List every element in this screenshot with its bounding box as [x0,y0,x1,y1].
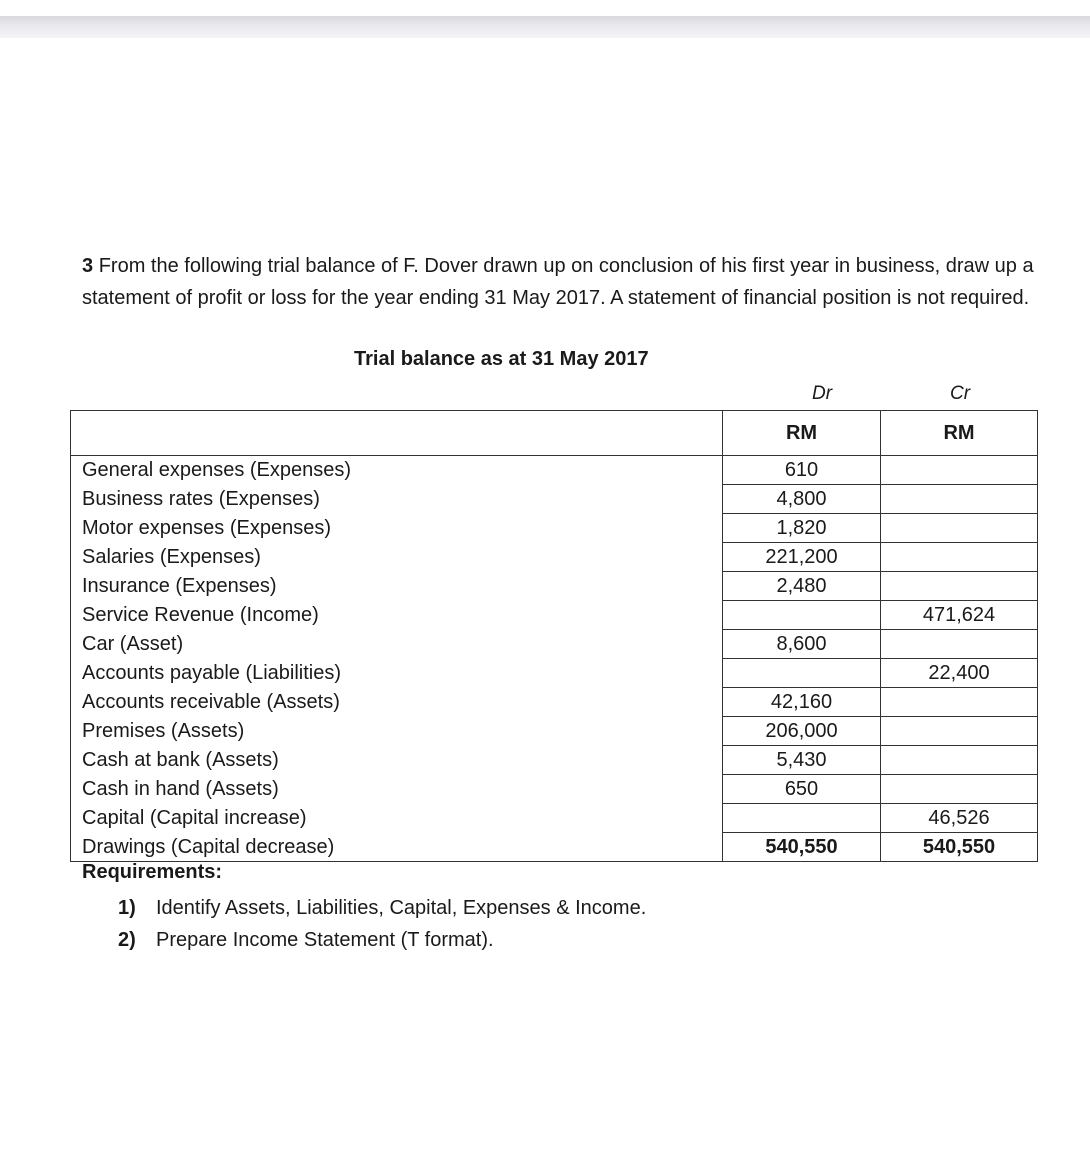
table-row [71,688,1038,717]
account-cell: Insurance (Expenses) [71,572,723,601]
account-cell: General expenses (Expenses) [71,456,723,485]
cr-cell [881,456,1038,485]
dr-cell [723,804,881,833]
dr-cell: 4,800 [723,485,881,514]
cr-cell [881,688,1038,717]
table-row [71,514,1038,543]
table-row [71,630,1038,659]
dr-cell: 42,160 [723,688,881,717]
table-row [71,572,1038,601]
account-cell: Accounts receivable (Assets) [71,688,723,717]
question-number: 3 [82,255,94,277]
question-text [82,250,1057,314]
cr-total-cell: 540,550 [881,833,1038,862]
dr-cell: 2,480 [723,572,881,601]
cr-cell [881,543,1038,572]
top-scroll-bar [0,16,1090,38]
list-item-number: 1) [118,897,136,919]
cr-cell [881,485,1038,514]
requirements-heading: Requirements: [82,861,223,883]
table-row-total [71,833,1038,862]
account-cell: Accounts payable (Liabilities) [71,659,723,688]
table-row [71,485,1038,514]
table-row [71,601,1038,630]
account-cell: Car (Asset) [71,630,723,659]
account-cell: Drawings (Capital decrease) [71,833,723,862]
dr-cell: 610 [723,456,881,485]
account-cell: Capital (Capital increase) [71,804,723,833]
list-item [118,892,646,924]
cr-cell: 22,400 [881,659,1038,688]
cr-cell: 46,526 [881,804,1038,833]
list-item [118,924,646,956]
dr-column-heading: Dr [812,383,833,404]
trial-balance-title: Trial balance as at 31 May 2017 [354,348,649,370]
account-header-cell [71,411,723,456]
dr-cell: 221,200 [723,543,881,572]
cr-cell [881,630,1038,659]
cr-currency-cell: RM [881,411,1038,456]
list-item-number: 2) [118,929,136,951]
account-cell: Motor expenses (Expenses) [71,514,723,543]
dr-cell: 8,600 [723,630,881,659]
table-row [71,543,1038,572]
cr-cell [881,717,1038,746]
cr-cell [881,746,1038,775]
dr-cell: 650 [723,775,881,804]
table-row [71,456,1038,485]
cr-cell [881,514,1038,543]
table-row [71,717,1038,746]
dr-cell: 206,000 [723,717,881,746]
account-cell: Cash at bank (Assets) [71,746,723,775]
list-item-text: Identify Assets, Liabilities, Capital, Expenses & Income. [156,897,647,919]
dr-cell [723,601,881,630]
account-cell: Premises (Assets) [71,717,723,746]
requirements-list [118,892,646,956]
table-row [71,804,1038,833]
table-header-row [71,411,1038,456]
cr-column-heading: Cr [950,383,971,404]
account-cell: Business rates (Expenses) [71,485,723,514]
dr-cell: 1,820 [723,514,881,543]
account-cell: Salaries (Expenses) [71,543,723,572]
dr-currency-cell: RM [723,411,881,456]
dr-cell: 5,430 [723,746,881,775]
account-cell: Cash in hand (Assets) [71,775,723,804]
trial-balance-table [70,410,1038,862]
table-row [71,659,1038,688]
dr-total-cell: 540,550 [723,833,881,862]
question-body: From the following trial balance of F. Dover drawn up on conclusion of his first year in business, draw up a statement of profit or loss for the year ending 31 May 2017. A statement of financial position is not required. [82,255,1034,309]
table-row [71,775,1038,804]
dr-cell [723,659,881,688]
cr-cell: 471,624 [881,601,1038,630]
table-row [71,746,1038,775]
list-item-text: Prepare Income Statement (T format). [156,929,494,951]
cr-cell [881,572,1038,601]
account-cell: Service Revenue (Income) [71,601,723,630]
cr-cell [881,775,1038,804]
